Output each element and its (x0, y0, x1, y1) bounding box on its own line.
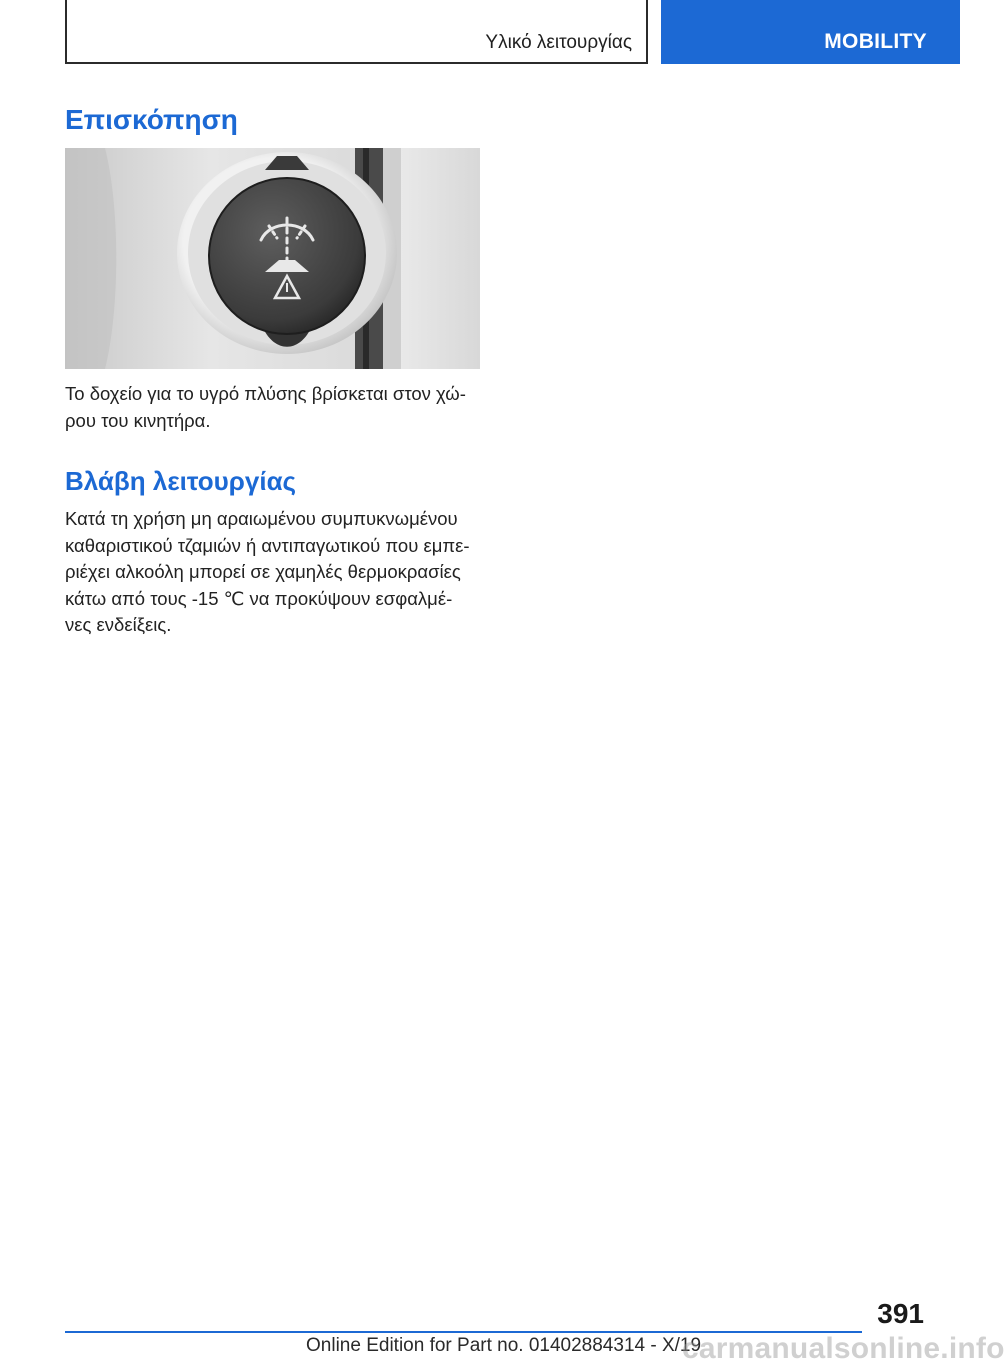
malfunction-heading: Βλάβη λειτουργίας (65, 466, 297, 496)
header-section-box (65, 0, 648, 64)
paragraph-line: κάτω από τους ‑15 ℃ να προκύψουν εσφαλμέ‐ (65, 587, 453, 609)
header-section-title: Υλικό λειτουργίας (485, 32, 632, 53)
paragraph-line: καθαριστικού τζαμιών ή αντιπαγωτικού που εμπε‐ (65, 534, 470, 556)
washer-fluid-cap-icon (65, 148, 480, 369)
paragraph-line: Κατά τη χρήση μη αραιωμένου συμπυκνωμένου (65, 508, 458, 529)
chapter-tab-label: MOBILITY (824, 30, 927, 53)
overview-heading: Επισκόπηση (65, 104, 238, 135)
paragraph-line: νες ενδείξεις. (65, 614, 172, 635)
paragraph-line: ριέχει αλκοόλη μπορεί σε χαμηλές θερμοκρασίες (65, 561, 461, 582)
footer-edition-text: Online Edition for Part no. 01402884314 - X/19 (306, 1335, 702, 1356)
header-chapter-tab (661, 0, 960, 64)
caption-line: ρου του κινητήρα. (65, 410, 211, 431)
washer-fluid-cap-photo (65, 148, 480, 369)
page-number: 391 (877, 1298, 924, 1329)
overview-caption (65, 380, 485, 434)
caption-line: Το δοχείο για το υγρό πλύσης βρίσκεται στον χώ‐ (65, 383, 466, 404)
malfunction-paragraph (65, 506, 485, 639)
watermark: carmanualsonline.info (682, 1332, 1005, 1365)
